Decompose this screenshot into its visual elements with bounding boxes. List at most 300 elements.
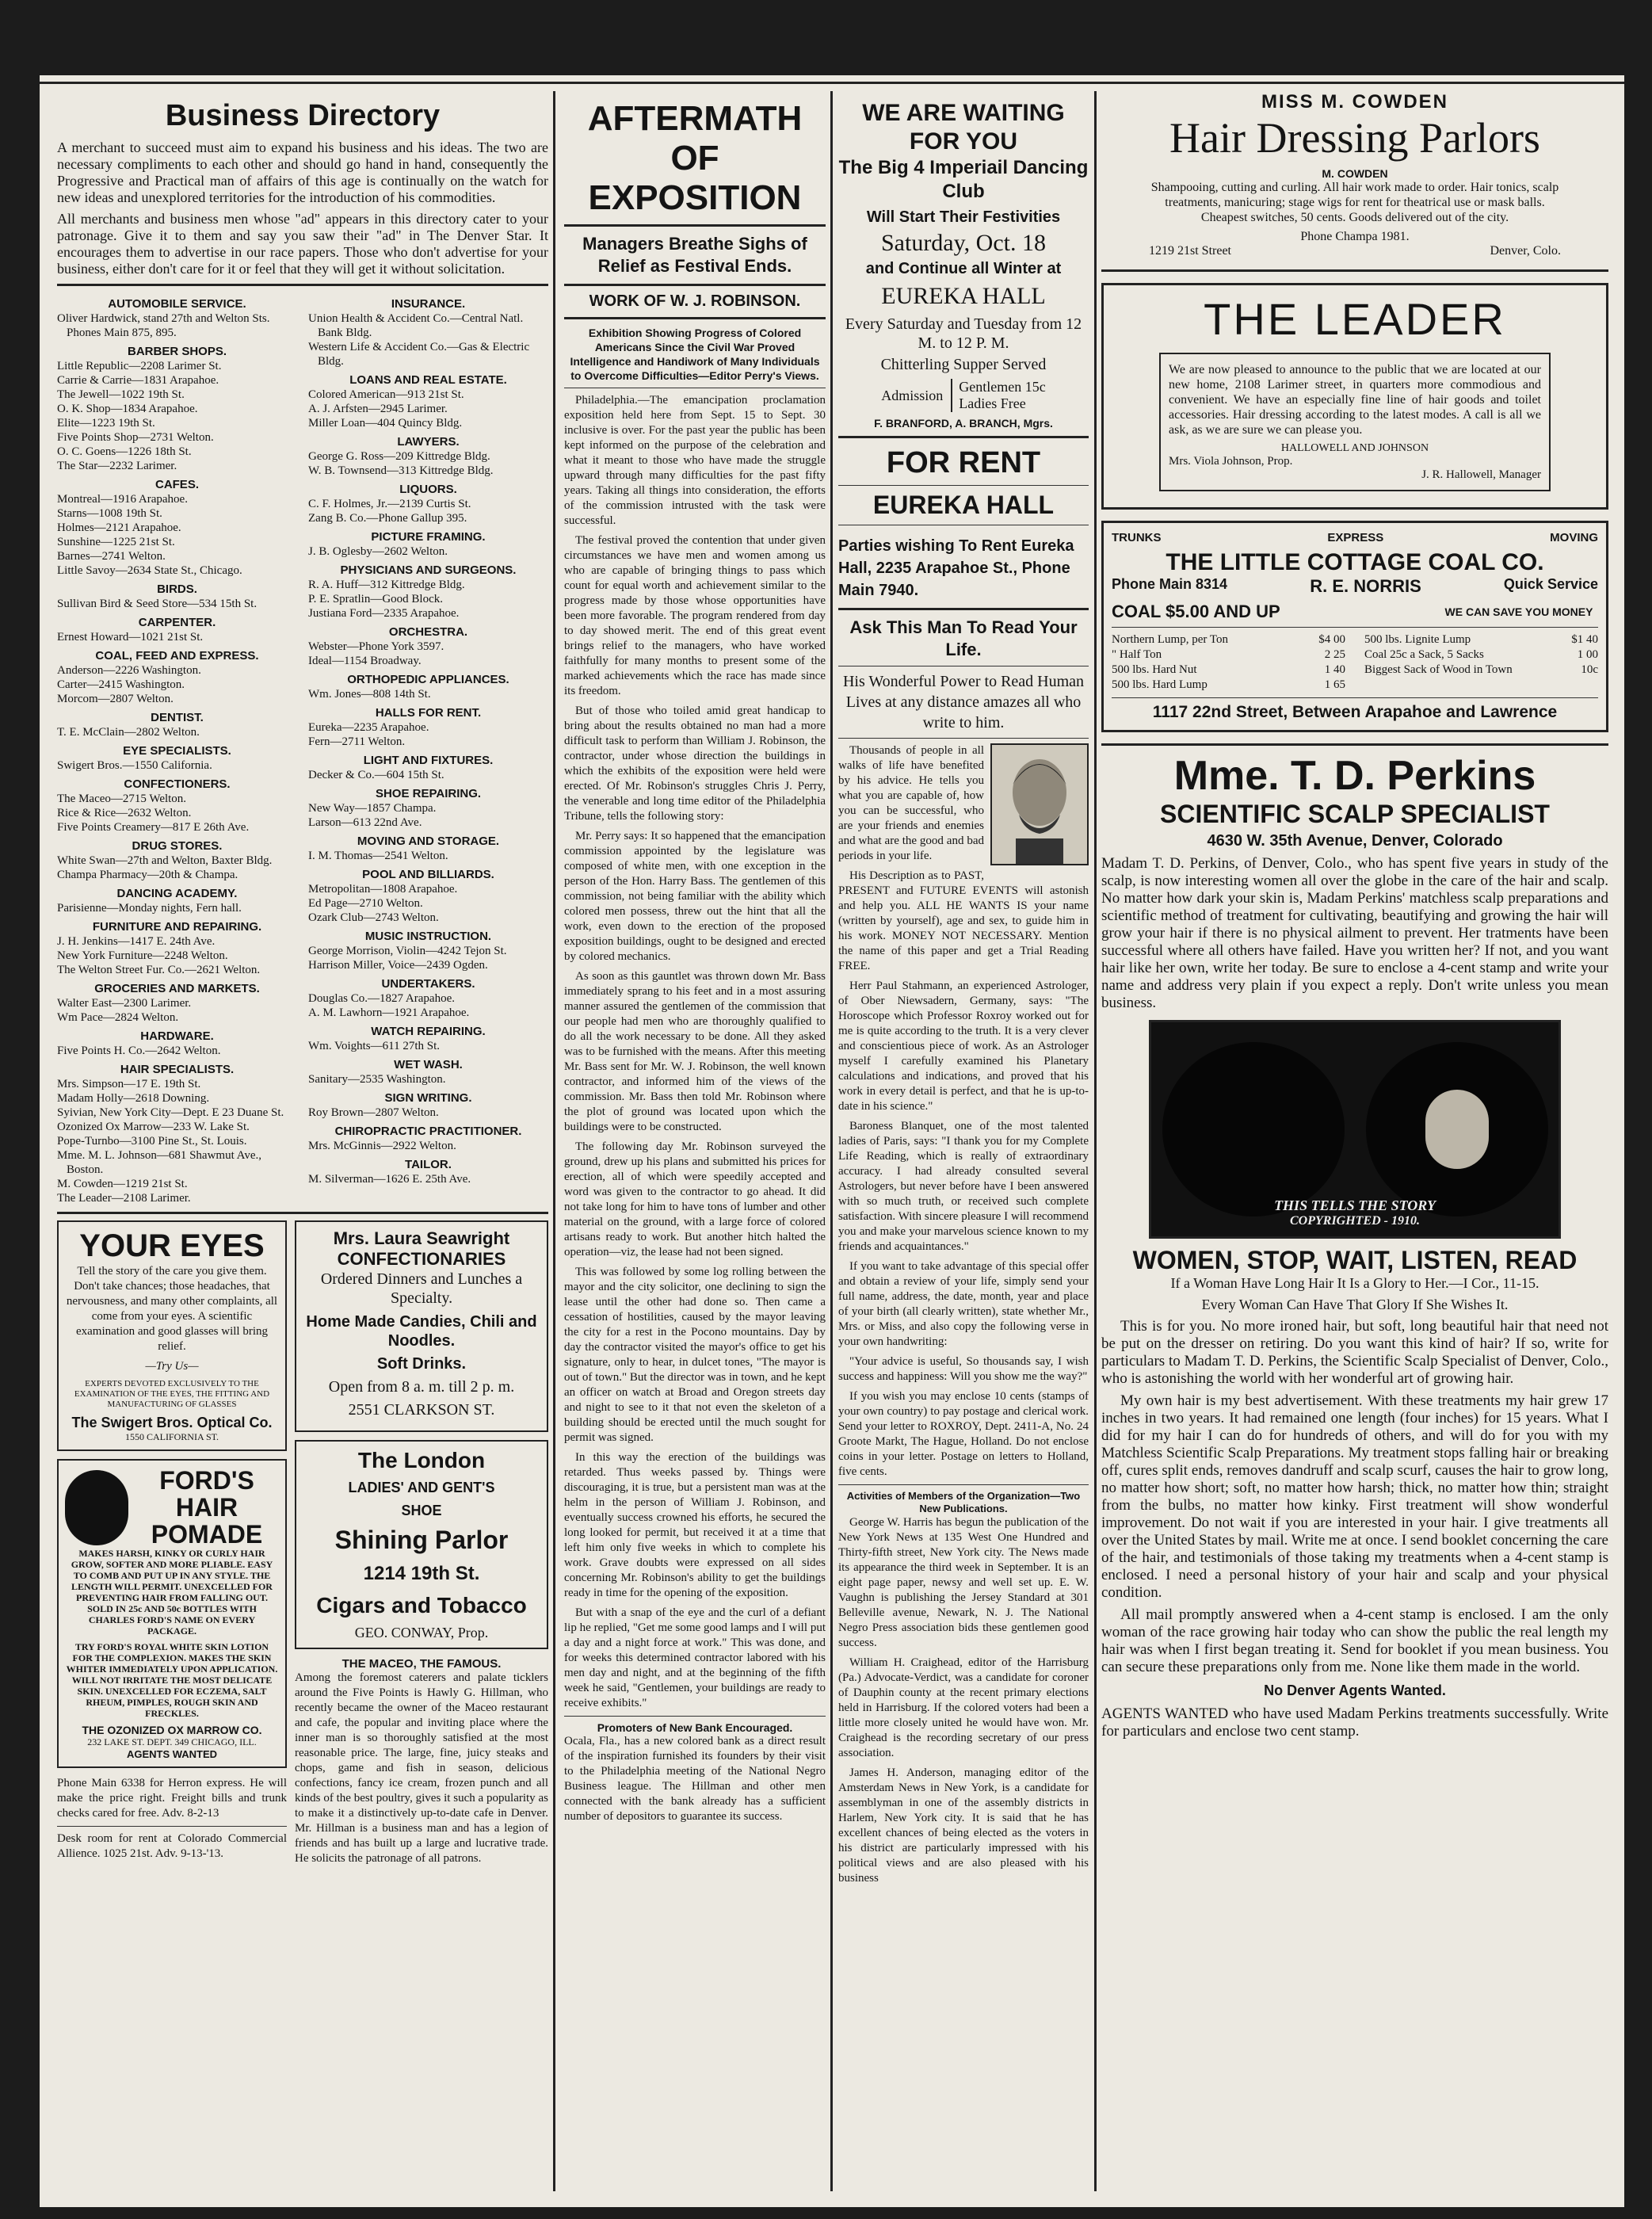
- directory-entry: Mme. M. L. Johnson—681 Shawmut Ave., Boston.: [57, 1149, 262, 1176]
- coal-price-value: $4 00: [1318, 633, 1345, 646]
- directory-entry: The Jewell—1022 19th St.: [57, 388, 185, 401]
- directory-entry: Barnes—2741 Welton.: [57, 550, 166, 563]
- divider: [57, 284, 548, 286]
- directory-intro-2: All merchants and business men whose "ad" appears in this directory cater to your patronage. Give it to them and say you saw their "ad" in The Denver Star. It encourages them to advertise in our race papers. Those who don't advertise for your business, either don't care for it or feel that they will get it without solicitation.: [57, 211, 548, 277]
- photo-caption-1: THIS TELLS THE STORY: [1274, 1197, 1436, 1213]
- directory-entry: P. E. Spratlin—Good Block.: [308, 593, 444, 605]
- directory-entry: Carrie & Carrie—1831 Arapahoe.: [57, 374, 219, 387]
- london-shoe-ad: [295, 1440, 548, 1649]
- directory-entry: T. E. McClain—2802 Welton.: [57, 726, 200, 739]
- directory-entry: Madam Holly—2618 Downing.: [57, 1092, 210, 1105]
- directory-category: GROCERIES AND MARKETS.: [94, 982, 260, 995]
- column-rule: [553, 91, 555, 2191]
- seawright-line2: Home Made Candies, Chili and Noodles.: [306, 1313, 537, 1350]
- directory-category: CONFECTIONERS.: [124, 777, 231, 791]
- directory-entry: Walter East—2300 Larimer.: [57, 997, 192, 1010]
- coal-price-row: [1364, 663, 1598, 678]
- directory-entry: Champa Pharmacy—20th & Champa.: [57, 869, 238, 881]
- coal-item: Coal 25c a Sack, 5 Sacks: [1364, 648, 1484, 661]
- directory-entry: Fern—2711 Welton.: [308, 735, 406, 748]
- leader-body: We are now pleased to announce to the public that we are located at our new home, 2108 Larimer street, in quarters more commodious and convenient. We have an especially fine line of hair goods and toilet accessories. Hair dressing according to the latest modes. A call is all we ask, as we are sure we can please you.: [1169, 363, 1541, 437]
- directory-category: PICTURE FRAMING.: [371, 530, 486, 544]
- coal-express: EXPRESS: [1327, 531, 1384, 544]
- article-paragraph: His Description as to PAST, PRESENT and FUTURE EVENTS will astonish and help you. ALL HE WANTS IS your name (written by yourself), age and sex, to guide him in his work. MONEY NOT NECESSARY. Mention the name of this paper and get a Trial Reading FREE.: [838, 869, 1089, 972]
- directory-entry: Sanitary—2535 Washington.: [308, 1073, 446, 1086]
- astro-deck: His Wonderful Power to Read Human Lives at any distance amazes all who write to him.: [842, 673, 1085, 731]
- perkins-address: 4630 W. 35th Avenue, Denver, Colorado: [1207, 832, 1503, 850]
- directory-category: CHIROPRACTIC PRACTITIONER.: [334, 1125, 522, 1138]
- directory-listing: [57, 292, 548, 1205]
- directory-entry: Parisienne—Monday nights, Fern hall.: [57, 902, 242, 915]
- directory-entry: The Welton Street Fur. Co.—2621 Welton.: [57, 964, 261, 976]
- admission-label: Admission: [881, 387, 944, 403]
- directory-category: CAFES.: [155, 478, 199, 491]
- directory-entry: George G. Ross—209 Kittredge Bldg.: [308, 450, 490, 463]
- directory-entry: Ernest Howard—1021 21st St.: [57, 631, 204, 644]
- directory-entry: Colored American—913 21st St.: [308, 388, 464, 401]
- cowden-city: Denver, Colo.: [1490, 244, 1561, 258]
- fords-title: FORD'S HAIR POMADE: [151, 1466, 263, 1549]
- divider: [838, 436, 1089, 438]
- dancing-date: Saturday, Oct. 18: [880, 230, 1046, 256]
- fords-header: [65, 1467, 279, 1548]
- dancing-schedule: Every Saturday and Tuesday from 12 M. to 12 P. M.: [845, 315, 1082, 352]
- coal-price-value: 10c: [1581, 663, 1598, 676]
- directory-category: DRUG STORES.: [132, 839, 223, 853]
- coal-price-row: [1364, 632, 1598, 647]
- cowden-name: MISS M. COWDEN: [1261, 91, 1448, 113]
- directory-category: SHOE REPAIRING.: [375, 787, 482, 800]
- directory-category: DENTIST.: [151, 711, 204, 724]
- directory-category: ORTHOPEDIC APPLIANCES.: [347, 673, 509, 686]
- directory-entry: Holmes—2121 Arapahoe.: [57, 521, 181, 534]
- directory-entry: Syivian, New York City—Dept. E 23 Duane St.: [57, 1106, 284, 1119]
- directory-entry: Wm. Jones—808 14th St.: [308, 688, 431, 701]
- directory-entry: Five Points H. Co.—2642 Welton.: [57, 1045, 221, 1057]
- directory-category: LAWYERS.: [397, 435, 460, 449]
- divider: [564, 317, 826, 319]
- astrologer-portrait: [990, 743, 1089, 865]
- directory-category: FURNITURE AND REPAIRING.: [92, 920, 262, 934]
- article-paragraph: As soon as this gauntlet was thrown down Mr. Bass immediately sprang to his feet and in a most assuring manner assured the gentlemen of the commission that our people had men who are thoroughly qualified to do all the work necessary to be done. All they asked was to be furnished with the means. After this meeting Mr. Bass sent for Mr. W. J. Robinson, the well known contractor, and informed him of the views of the commission. Mr. Bass then told Mr. Robinson where the plot of ground was located upon which the buildings were to be constructed.: [564, 970, 826, 1133]
- directory-category: LOANS AND REAL ESTATE.: [349, 373, 507, 387]
- directory-entry: Oliver Hardwick, stand 27th and Welton Sts. Phones Main 875, 895.: [57, 312, 270, 339]
- perkins-intro: Madam T. D. Perkins, of Denver, Colo., who has spent five years in study of the scalp, is now interesting women all over the globe in the care of the hair and scalp. No matter how dark your skin is, Madam Perkins' matchless scalp preparations and scientific method of treatment for cultivating, beautifying and growing the hair will grow your hair if there is no physical ailment to prevent. Her tratments have been successful where all others have failed. Have you written her? If not, and you want hair like her own, write her today. Be sure to enclose a 4-cent stamp and write your name and address very plain if you expect a reply. Don't write unless you mean business.: [1101, 855, 1608, 1011]
- directory-left-column: [57, 292, 297, 1205]
- dancing-continue: and Continue all Winter at: [865, 260, 1062, 277]
- directory-entry: Larson—613 22nd Ave.: [308, 816, 422, 829]
- hair-front-view-icon: [1366, 1042, 1548, 1216]
- directory-entry: New Way—1857 Champa.: [308, 802, 437, 815]
- leader-manager: J. R. Hallowell, Manager: [1421, 468, 1541, 481]
- article-paragraph: But with a snap of the eye and the curl of a defiant lip he replied, "Get me some good lamps and I will put a day and a night force at work." This was done, and for weeks this determined contractor labored with his men day and night, and at the beginning of the fifth week he said, "Gentlemen, your buildings are ready to receive exhibits.": [564, 1606, 826, 1709]
- coal-item: " Half Ton: [1112, 648, 1162, 661]
- directory-entry: The Leader—2108 Larimer.: [57, 1192, 191, 1205]
- bottom-ads-row: [57, 1220, 548, 1871]
- fords-body-2: TRY FORD'S ROYAL WHITE SKIN LOTION FOR THE COMPLEXION. MAKES THE SKIN WHITER IMMEDIATELY UPON APPLICATION. WILL NOT IRRITATE THE MOST DELICATE SKIN. UNEXCELLED FOR ECZEMA, SALT RHEUM, PIMPLES, ROUGH SKIN AND FRECKLES.: [66, 1641, 278, 1719]
- coal-price-row: [1364, 647, 1598, 663]
- column-exposition: [564, 91, 826, 2191]
- directory-entry: J. B. Oglesby—2602 Welton.: [308, 545, 448, 558]
- directory-entry: Sunshine—1225 21st St.: [57, 536, 175, 548]
- directory-entry: O. K. Shop—1834 Arapahoe.: [57, 403, 198, 415]
- coal-item: Northern Lump, per Ton: [1112, 633, 1228, 646]
- for-rent-ad: [838, 446, 1089, 602]
- cowden-address-row: [1101, 244, 1608, 258]
- article-paragraph: The festival proved the contention that under given circumstances we have men and women among us who are capable of bringing things to pass which count for equal worth and achievement similar to the progress made by those whose opportunities have been more favorable. The program rendered from day to day showed merit. The end of this great event brings relief to the managers, who have worked faithfully for many months to present some of the marked achievements which the race has made since its freedom.: [564, 534, 826, 697]
- fords-agents: AGENTS WANTED: [126, 1748, 218, 1760]
- article-paragraph: In this way the erection of the buildings was retarded. Thus weeks passed by. Things were discouraging, it is true, but a persistent man was at the helm in the person of William J. Robinson, and eventually success crowned his efforts, he secured the long looked for permit, but received it at a time that left him only five weeks in which to complete his work. Grave doubts were expressed on all sides concerning Mr. Robinson's ability to get the buildings ready in time for the opening of the exposition.: [564, 1451, 826, 1599]
- directory-entry: Carter—2415 Washington.: [57, 678, 185, 691]
- directory-category: HAIR SPECIALISTS.: [120, 1063, 235, 1076]
- perkins-glory: Every Woman Can Have That Glory If She Wishes It.: [1201, 1297, 1509, 1312]
- directory-right-column: [308, 292, 548, 1205]
- dancing-admission: [838, 379, 1089, 412]
- seawright-hours: Open from 8 a. m. till 2 p. m.: [328, 1378, 515, 1396]
- seawright-ad: [295, 1220, 548, 1432]
- for-rent-headline: FOR RENT: [886, 446, 1041, 479]
- directory-entry: Mrs. McGinnis—2922 Welton.: [308, 1140, 456, 1152]
- org-title: Activities of Members of the Organization—Two New Publications.: [846, 1490, 1081, 1514]
- coal-price-row: [1112, 602, 1598, 622]
- divider: [564, 224, 826, 227]
- directory-category: MUSIC INSTRUCTION.: [364, 930, 492, 943]
- admission-prices: [951, 379, 1045, 412]
- for-rent-body: Parties wishing To Rent Eureka Hall, 2235 Arapahoe St., Phone Main 7940.: [838, 537, 1074, 599]
- directory-entry: Union Health & Accident Co.—Central Natl. Bank Bldg.: [308, 312, 524, 339]
- cowden-phone: Phone Champa 1981.: [1300, 230, 1410, 243]
- directory-entry: Five Points Creamery—817 E 26th Ave.: [57, 821, 250, 834]
- directory-entry: C. F. Holmes, Jr.—2139 Curtis St.: [308, 498, 471, 510]
- coal-price-row: [1112, 647, 1345, 663]
- man-portrait-icon: [992, 745, 1087, 864]
- directory-entry: Anderson—2226 Washington.: [57, 664, 201, 677]
- directory-category: DANCING ACADEMY.: [116, 887, 238, 900]
- coal-contact-row: [1112, 576, 1598, 597]
- directory-entry: White Swan—27th and Welton, Baxter Bldg.: [57, 854, 273, 867]
- seawright-line1: Ordered Dinners and Lunches a Specialty.: [320, 1270, 523, 1307]
- left-ad-stack: [57, 1220, 287, 1871]
- admission-ladies: Ladies Free: [959, 395, 1026, 411]
- cowden-parlors: Hair Dressing Parlors: [1169, 114, 1540, 162]
- exposition-article: [564, 393, 826, 1711]
- hair-back-view-icon: [1162, 1042, 1345, 1216]
- coal-price-value: 2 25: [1324, 648, 1345, 661]
- seawright-address: 2551 CLARKSON ST.: [348, 1401, 495, 1419]
- directory-entry: Roy Brown—2807 Welton.: [308, 1106, 439, 1119]
- article-paragraph: Thousands of people in all walks of life have benefited by his advice. He tells you what you are capable of, how you can be successful, who are your friends and enemies and what are the good and bad periods in your life.: [838, 744, 984, 862]
- coal-ad: [1101, 521, 1608, 732]
- article-paragraph: My own hair is my best advertisement. With these treatments my hair grew 17 inches in two years. It had remained one length (four inches) for 15 years. What I did for my hair I can do for hundreds of others, and will do for you with my Matchless Scientific Scalp Preparations. My treatment stops falling hair or breaking off, cures split ends, removes dandruff and scalp scurf, causes the hair to grow long, no matter how short; soft, no matter how harsh; thick, no matter how thin; straight from the bulbs, no matter how kinky. First treatment will show wonderful improvement. Do not wait if you are interested in your hair. I give treatments all over the United States by mail. Write me at once. I send booklet concerning the care of the hair, and testimonials of those taking my treatments when a 4-cent stamp is enclosed. I need a personal history of your hair and scalp and your physical condition.: [1101, 1392, 1608, 1601]
- org-article: [838, 1515, 1089, 1886]
- coal-owner: R. E. NORRIS: [1310, 576, 1421, 596]
- coal-price-right: [1364, 632, 1598, 693]
- cowden-address: 1219 21st Street: [1149, 244, 1231, 258]
- fords-body: MAKES HARSH, KINKY OR CURLY HAIR GROW, SOFTER AND MORE PLIABLE. EASY TO COMB AND PUT UP IN ANY STYLE. THE LENGTH WILL PERMIT. UNEXCELLED FOR PREVENTING HAIR FROM FALLING OUT. SOLD IN 25c AND 50c BOTTLES WITH CHARLES FORD'S NAME ON EVERY PACKAGE.: [71, 1548, 273, 1637]
- london-shoe: SHOE: [401, 1503, 442, 1518]
- directory-entry: Montreal—1916 Arapahoe.: [57, 493, 188, 506]
- article-paragraph: This was followed by some log rolling between the mayor and the city solicitor, one declining to sign the lease until the other had done so. Then came a cessation of hostilities, caused by the mayor leaving the city for a rest in the Pocono mountains. Day by day the contractor visited the mayor's office to get his signature, only to hear, in dulcet tones, "The mayor is out of town." But the director was in town, and he kept an officer on watch at Broad and Oregon streets day and night to see to it that not even the skeleton of a building should be erected until the much sought for permit was signed.: [564, 1266, 826, 1444]
- directory-title: Business Directory: [165, 99, 441, 132]
- london-cigars: Cigars and Tobacco: [316, 1593, 527, 1617]
- directory-entry: Morcom—2807 Welton.: [57, 693, 174, 705]
- coal-price-value: 1 00: [1577, 648, 1598, 661]
- directory-entry: R. A. Huff—312 Kittredge Bldg.: [308, 579, 465, 591]
- bank-title: Promoters of New Bank Encouraged.: [597, 1721, 793, 1734]
- directory-category: INSURANCE.: [391, 297, 466, 311]
- directory-entry: Swigert Bros.—1550 California.: [57, 759, 212, 772]
- coal-phone: Phone Main 8314: [1112, 576, 1228, 592]
- leader-inner-box: [1159, 353, 1551, 491]
- london-sub: LADIES' AND GENT'S: [348, 1480, 495, 1495]
- cowden-body: Shampooing, cutting and curling. All hair work made to order. Hair tonics, scalp treatments, manicuring; stage wigs for rent for theatrical use or mask balls. Cheapest switches, 50 cents. Goods delivered out of the city.: [1150, 181, 1559, 224]
- article-paragraph: William H. Craighead, editor of the Harrisburg (Pa.) Advocate-Verdict, was a candidate for coroner of Dauphin county at the recent primary elections held in Harrisburg. If the colored voters had been a little more closely united he would have won. Mr. Craighead is the recording secretary of our press association.: [838, 1656, 1089, 1759]
- directory-category: AUTOMOBILE SERVICE.: [108, 297, 246, 311]
- directory-entry: Rice & Rice—2632 Welton.: [57, 807, 192, 819]
- eyes-fine: EXPERTS DEVOTED EXCLUSIVELY TO THE EXAMINATION OF THE EYES, THE FITTING AND MANUFACTURING OF GLASSES: [74, 1379, 270, 1409]
- directory-category: UNDERTAKERS.: [381, 977, 475, 991]
- directory-entry: I. M. Thomas—2541 Welton.: [308, 850, 448, 862]
- london-prop: GEO. CONWAY, Prop.: [354, 1625, 489, 1640]
- column-hair-ads: [1101, 91, 1608, 2191]
- perkins-ad: [1101, 752, 1608, 1740]
- swigert-optical-ad: [57, 1220, 287, 1451]
- directory-category: COAL, FEED AND EXPRESS.: [95, 649, 259, 663]
- coal-item: 500 lbs. Hard Nut: [1112, 663, 1197, 676]
- article-paragraph: This is for you. No more ironed hair, but soft, long beautiful hair that need not be put on the dresser on retiring. Do you want this kind of hair? If so, write for particulars to Madam T. D. Perkins, the Scientific Scalp Specialist of Denver, Colo., who is astonishing the world with her wonderful art of growing hair.: [1101, 1318, 1608, 1387]
- directory-entry: Eureka—2235 Arapahoe.: [308, 721, 429, 734]
- divider: [1101, 269, 1608, 272]
- directory-category: TAILOR.: [405, 1158, 452, 1171]
- coal-price-row: [1112, 663, 1345, 678]
- coal-price-value: $1 40: [1571, 633, 1598, 646]
- article-paragraph: If you wish you may enclose 10 cents (stamps of your own country) to pay postage and clerical work. Send your letter to ROXROY, Dept. 2411-A, No. 24 Groote Markt, The Hague, Holland. Do not enclose coins in your letter. Postage on letters to Holland, five cents.: [838, 1390, 1089, 1478]
- article-paragraph: Philadelphia.—The emancipation proclamation exposition held here from Sept. 15 to Sept. 30 inclusive is over. For the past year the public has been kept informed on the purpose of the celebration and what it meant to those who have made the struggle upward through many difficulties for the past fifty years. Taking all things into consideration, the efforts of the commission intrusted with the task were successful.: [564, 394, 826, 527]
- coal-save: WE CAN SAVE YOU MONEY: [1444, 605, 1593, 618]
- woman-portrait-icon: [65, 1470, 128, 1545]
- divider: [1101, 743, 1608, 746]
- classified-herron: Phone Main 6338 for Herron express. He will make the price right. Freight bills and trunk checks cared for free. Adv. 8-2-13: [57, 1777, 287, 1820]
- directory-entry: Zang B. Co.—Phone Gallup 395.: [308, 512, 467, 525]
- directory-intro: A merchant to succeed must aim to expand his business and his ideas. The two are necessary compliments to each other and should go hand in hand, consequently the Progressive and Practical man of affairs of this age is continually on the watch for new ideas and unexplored territories for the introduction of his commodities.: [57, 139, 548, 205]
- perkins-no-agents: No Denver Agents Wanted.: [1264, 1682, 1446, 1698]
- seawright-line3: Soft Drinks.: [376, 1355, 467, 1373]
- london-parlor: Shining Parlor: [334, 1526, 509, 1554]
- directory-entry: The Maceo—2715 Welton.: [57, 792, 187, 805]
- fords-pomade-ad: [57, 1459, 287, 1768]
- directory-entry: Decker & Co.—604 15th St.: [308, 769, 444, 781]
- article-paragraph: Baroness Blanquet, one of the most talented ladies of Paris, says: "I thank you for my Complete Life Reading, which is really of extraordinary accuracy. I had already consulted several Astrologers, but never before have I been answered with so much truth, or received such complete satisfaction. With sincere pleasure I will recommend you and make your marvelous science known to my friends and acquaintances.": [838, 1120, 1089, 1253]
- exposition-headline: AFTERMATH OF EXPOSITION: [587, 99, 803, 217]
- directory-category: POOL AND BILLIARDS.: [362, 868, 494, 881]
- directory-category: WET WASH.: [394, 1058, 463, 1071]
- directory-category: ORCHESTRA.: [388, 625, 468, 639]
- directory-entry: Harrison Miller, Voice—2439 Ogden.: [308, 959, 488, 972]
- bank-body: Ocala, Fla., has a new colored bank as a direct result of the inspiration furnished its founders by their visit to the Philadelphia meeting of the National Negro Business league. The Hillman and other men connected with the bank already has a sufficient number of depositors to guarantee its success.: [564, 1735, 826, 1823]
- fords-firm: THE OZONIZED OX MARROW CO.: [82, 1724, 262, 1736]
- exposition-deck-2: WORK OF W. J. ROBINSON.: [589, 292, 801, 310]
- directory-entry: Wm. Voights—611 27th St.: [308, 1040, 440, 1052]
- article-paragraph: "Your advice is useful, So thousands say, I wish success and happiness: Will you show me the way?": [838, 1355, 1089, 1383]
- directory-category: LIGHT AND FIXTURES.: [363, 754, 494, 767]
- coal-price-value: 1 40: [1324, 663, 1345, 676]
- column-business-directory: [57, 91, 548, 2191]
- perkins-name: Mme. T. D. Perkins: [1173, 753, 1536, 799]
- divider: [57, 1212, 548, 1214]
- exposition-deck-1: Managers Breathe Sighs of Relief as Festival Ends.: [582, 234, 807, 276]
- directory-entry: A. J. Arfsten—2945 Larimer.: [308, 403, 448, 415]
- coal-price-left: [1112, 632, 1345, 693]
- divider: [838, 485, 1089, 486]
- directory-entry: Douglas Co.—1827 Arapahoe.: [308, 992, 455, 1005]
- london-address: 1214 19th St.: [363, 1563, 480, 1584]
- directory-category: HALLS FOR RENT.: [375, 706, 482, 720]
- face-icon: [1425, 1090, 1489, 1169]
- swigert-firm: The Swigert Bros. Optical Co.: [71, 1415, 273, 1430]
- dancing-supper: Chitterling Supper Served: [880, 356, 1047, 373]
- column-rule: [1094, 91, 1097, 2191]
- coal-price-row: [1112, 632, 1345, 647]
- directory-entry: George Morrison, Violin—4242 Tejon St.: [308, 945, 507, 957]
- divider: [838, 608, 1089, 610]
- swigert-address: 1550 CALIFORNIA ST.: [124, 1431, 219, 1442]
- directory-entry: Ozark Club—2743 Welton.: [308, 911, 439, 924]
- directory-entry: Little Republic—2208 Larimer St.: [57, 360, 222, 372]
- directory-entry: Western Life & Accident Co.—Gas & Electric Bldg.: [308, 341, 530, 368]
- directory-category: MOVING AND STORAGE.: [357, 835, 500, 848]
- perkins-verse: If a Woman Have Long Hair It Is a Glory to Her.—I Cor., 11-15.: [1170, 1275, 1539, 1291]
- coal-price-row: [1112, 678, 1345, 693]
- directory-entry: The Star—2232 Larimer.: [57, 460, 177, 472]
- dancing-hall: EUREKA HALL: [881, 283, 1046, 309]
- divider: [564, 1716, 826, 1717]
- divider: [838, 738, 1089, 739]
- coal-title: THE LITTLE COTTAGE COAL CO.: [1166, 549, 1544, 575]
- directory-entry: Pope-Turnbo—3100 Pine St., St. Louis.: [57, 1135, 247, 1148]
- maceo-title: THE MACEO, THE FAMOUS.: [341, 1657, 502, 1671]
- coal-item: Biggest Sack of Wood in Town: [1364, 663, 1513, 676]
- directory-entry: Metropolitan—1808 Arapahoe.: [308, 883, 458, 896]
- leader-prop: Mrs. Viola Johnson, Prop.: [1169, 455, 1293, 468]
- coal-services: [1112, 531, 1598, 544]
- article-paragraph: George W. Harris has begun the publication of the New York News at 135 West One Hundred and Thirty-fifth street, New York city. The News made its appearance the third week in September. It is an eight page paper, newsy and well set up. E. W. Vaughn is publishing the Jersey Standard at 301 Belleville avenue, Newark, N. J. The National Negro Press association bids these gentlemen good success.: [838, 1516, 1089, 1649]
- directory-entry: New York Furniture—2248 Welton.: [57, 949, 228, 962]
- article-paragraph: James H. Anderson, managing editor of the Amsterdam News in New York, is a candidate for assemblyman in one of the assembly districts in Harlem, New York city. It is said that he has excellent chances of being elected as the voters in his district are particularly impressed with his political views and are also pleased with his business: [838, 1766, 1089, 1885]
- directory-entry: Mrs. Simpson—17 E. 19th St.: [57, 1078, 201, 1090]
- fords-address: 232 LAKE ST. DEPT. 349 CHICAGO, ILL.: [87, 1736, 257, 1747]
- divider: [1112, 697, 1598, 698]
- article-paragraph: Mr. Perry says: It so happened that the emancipation commission appointed by the legislature was composed of white men, with one exception in the person of the Hon. Harry Bass. The gentlemen of this commission, not being familiar with the ability which colored men possess, threw out the hint that all the work, even down to the erection of the proposed exposition buildings, ought to be designed and erected by colored mechanics.: [564, 830, 826, 963]
- divider: [564, 284, 826, 286]
- newspaper-page: [40, 75, 1624, 2207]
- article-paragraph: All mail promptly answered when a 4-cent stamp is enclosed. I am the only woman of the race growing hair today who can show the public the real length my hair was when I first began treating it. Send for booklet if you mean business. You can secure these preparations only from me. None like them made in the world.: [1101, 1606, 1608, 1675]
- photo-caption-2: COPYRIGHTED - 1910.: [1290, 1214, 1420, 1228]
- dancing-managers: F. BRANFORD, A. BRANCH, Mgrs.: [874, 417, 1053, 430]
- divider: [838, 1484, 1089, 1485]
- cowden-owner: M. COWDEN: [1322, 167, 1388, 180]
- directory-entry: Little Savoy—2634 State St., Chicago.: [57, 564, 242, 577]
- directory-entry: Five Points Shop—2731 Welton.: [57, 431, 214, 444]
- coal-price-value: 1 65: [1324, 678, 1345, 691]
- astro-headline: Ask This Man To Read Your Life.: [849, 617, 1078, 659]
- directory-category: WATCH REPAIRING.: [371, 1025, 486, 1038]
- dancing-club-name: The Big 4 Imperiail Dancing Club: [838, 157, 1089, 202]
- dancing-club-ad: [838, 99, 1089, 430]
- divider: [57, 1826, 287, 1827]
- leader-title: THE LEADER: [1204, 294, 1506, 344]
- directory-entry: Wm Pace—2824 Welton.: [57, 1011, 179, 1024]
- divider: [1112, 627, 1598, 628]
- coal-quick: Quick Service: [1503, 576, 1598, 592]
- dancing-start: Will Start Their Festivities: [866, 208, 1061, 226]
- exposition-deck-3: Exhibition Showing Progress of Colored Americans Since the Civil War Proved Intelligence and Handiwork of Many Individuals to Overcome Difficulties—Editor Perry's Views.: [570, 327, 820, 382]
- for-rent-hall: EUREKA HALL: [872, 491, 1055, 519]
- perkins-body: [1101, 1318, 1608, 1676]
- directory-entry: O. C. Goens—1226 18th St.: [57, 445, 192, 458]
- directory-entry: A. M. Lawhorn—1921 Arapahoe.: [308, 1006, 470, 1019]
- perkins-shout: WOMEN, STOP, WAIT, LISTEN, READ: [1132, 1246, 1578, 1274]
- seawright-title: Mrs. Laura Seawright CONFECTIONARIES: [333, 1228, 510, 1269]
- eyes-body: Tell the story of the care you give them. Don't take chances; those headaches, that nervousness, and many other complaints, all come from your eyes. A scientific examination and good glasses will bring relief.: [66, 1265, 278, 1353]
- coal-item: 500 lbs. Hard Lump: [1112, 678, 1208, 691]
- eyes-headline: YOUR EYES: [79, 1228, 265, 1263]
- directory-entry: Sullivan Bird & Seed Store—534 15th St.: [57, 598, 258, 610]
- leader-ad: [1101, 283, 1608, 510]
- article-paragraph: But of those who toiled amid great handicap to bring about the results obtained no man had a more difficult task to perform than William J. Robinson, the contractor, under whose direction the buildings in which the exhibits of the exposition were held were erected. Of Mr. Robinson's struggles Chris J. Perry, the venerable and long time editor of the Philadelphia Tribune, tells the following story:: [564, 705, 826, 823]
- directory-entry: Elite—1223 19th St.: [57, 417, 155, 430]
- directory-entry: Ozonized Ox Marrow—233 W. Lake St.: [57, 1121, 250, 1133]
- coal-trunks: TRUNKS: [1112, 531, 1162, 544]
- article-paragraph: If you want to take advantage of this special offer and obtain a review of your life, simply send your full name, address, the date, month, year and place of your birth (all clearly written), state whether Mr., Mrs. or Miss, and also copy the following verse in your own handwriting:: [838, 1260, 1089, 1348]
- directory-entry: M. Cowden—1219 21st St.: [57, 1178, 188, 1190]
- right-ad-stack: [295, 1220, 548, 1871]
- cowden-ad: [1101, 91, 1608, 258]
- directory-entry: Starns—1008 19th St.: [57, 507, 162, 520]
- directory-entry: J. H. Jenkins—1417 E. 24th Ave.: [57, 935, 216, 948]
- directory-entry: Webster—Phone York 3597.: [308, 640, 444, 653]
- dancing-headline: WE ARE WAITING FOR YOU: [862, 100, 1065, 155]
- coal-moving: MOVING: [1550, 531, 1598, 544]
- directory-category: BARBER SHOPS.: [127, 345, 227, 358]
- top-rule: [40, 82, 1624, 84]
- coal-price-table: [1112, 632, 1598, 693]
- column-ads-astrology: [838, 91, 1089, 2191]
- london-title: The London: [357, 1448, 486, 1472]
- admission-gentlemen: Gentlemen 15c: [959, 379, 1046, 395]
- directory-entry: W. B. Townsend—313 Kittredge Bldg.: [308, 464, 494, 477]
- directory-category: HARDWARE.: [140, 1029, 214, 1043]
- coal-price: COAL $5.00 AND UP: [1112, 602, 1280, 621]
- directory-category: CARPENTER.: [138, 616, 216, 629]
- directory-entry: Ideal—1154 Broadway.: [308, 655, 422, 667]
- column-rule: [830, 91, 833, 2191]
- perkins-title: SCIENTIFIC SCALP SPECIALIST: [1160, 800, 1550, 828]
- directory-entry: Ed Page—2710 Welton.: [308, 897, 423, 910]
- classified-desk-room: Desk room for rent at Colorado Commercial Allience. 1025 21st. Adv. 9-13-'13.: [57, 1832, 287, 1860]
- directory-entry: M. Silverman—1626 E. 25th Ave.: [308, 1173, 471, 1186]
- article-paragraph: The following day Mr. Robinson surveyed the ground, drew up his plans and submitted his prices for erection, all of which were speedily accepted and word was given to the contractor to go ahead. It did not take long for him to have tons of lumber and other material on the ground, with a large force of colored artisans ready to work. But another hitch halted the operation—viz, the lease had not been signed.: [564, 1140, 826, 1258]
- coal-address: 1117 22nd Street, Between Arapahoe and Lawrence: [1152, 703, 1558, 721]
- directory-category: LIQUORS.: [399, 483, 457, 496]
- leader-firm: HALLOWELL AND JOHNSON: [1280, 442, 1429, 454]
- coal-item: 500 lbs. Lignite Lump: [1364, 633, 1471, 646]
- directory-entry: Miller Loan—404 Quincy Bldg.: [308, 417, 463, 430]
- eyes-try: —Try Us—: [145, 1360, 199, 1373]
- maceo-body: Among the foremost caterers and palate ticklers around the Five Points is Hawly G. Hillman, who recently became the owner of the Maceo restaurant and cafe, the popular and inviting place where the inner man is so thoroughly satisfied at the most reasonable price. The large, fine, juicy steaks and chops, game and fish in season, delicious confections, fancy ice cream, frozen punch and all kinds of the best poultry, gives it such a popularity as to make it a distinctively up-to-date cafe in Denver. Mr. Hillman is a business man and has a legion of friends and has built up a large and lucrative trade. He solicits the patronage of all patrons.: [295, 1671, 548, 1865]
- directory-category: PHYSICIANS AND SURGEONS.: [340, 563, 517, 577]
- directory-category: BIRDS.: [157, 582, 197, 596]
- directory-entry: Justiana Ford—2335 Arapahoe.: [308, 607, 460, 620]
